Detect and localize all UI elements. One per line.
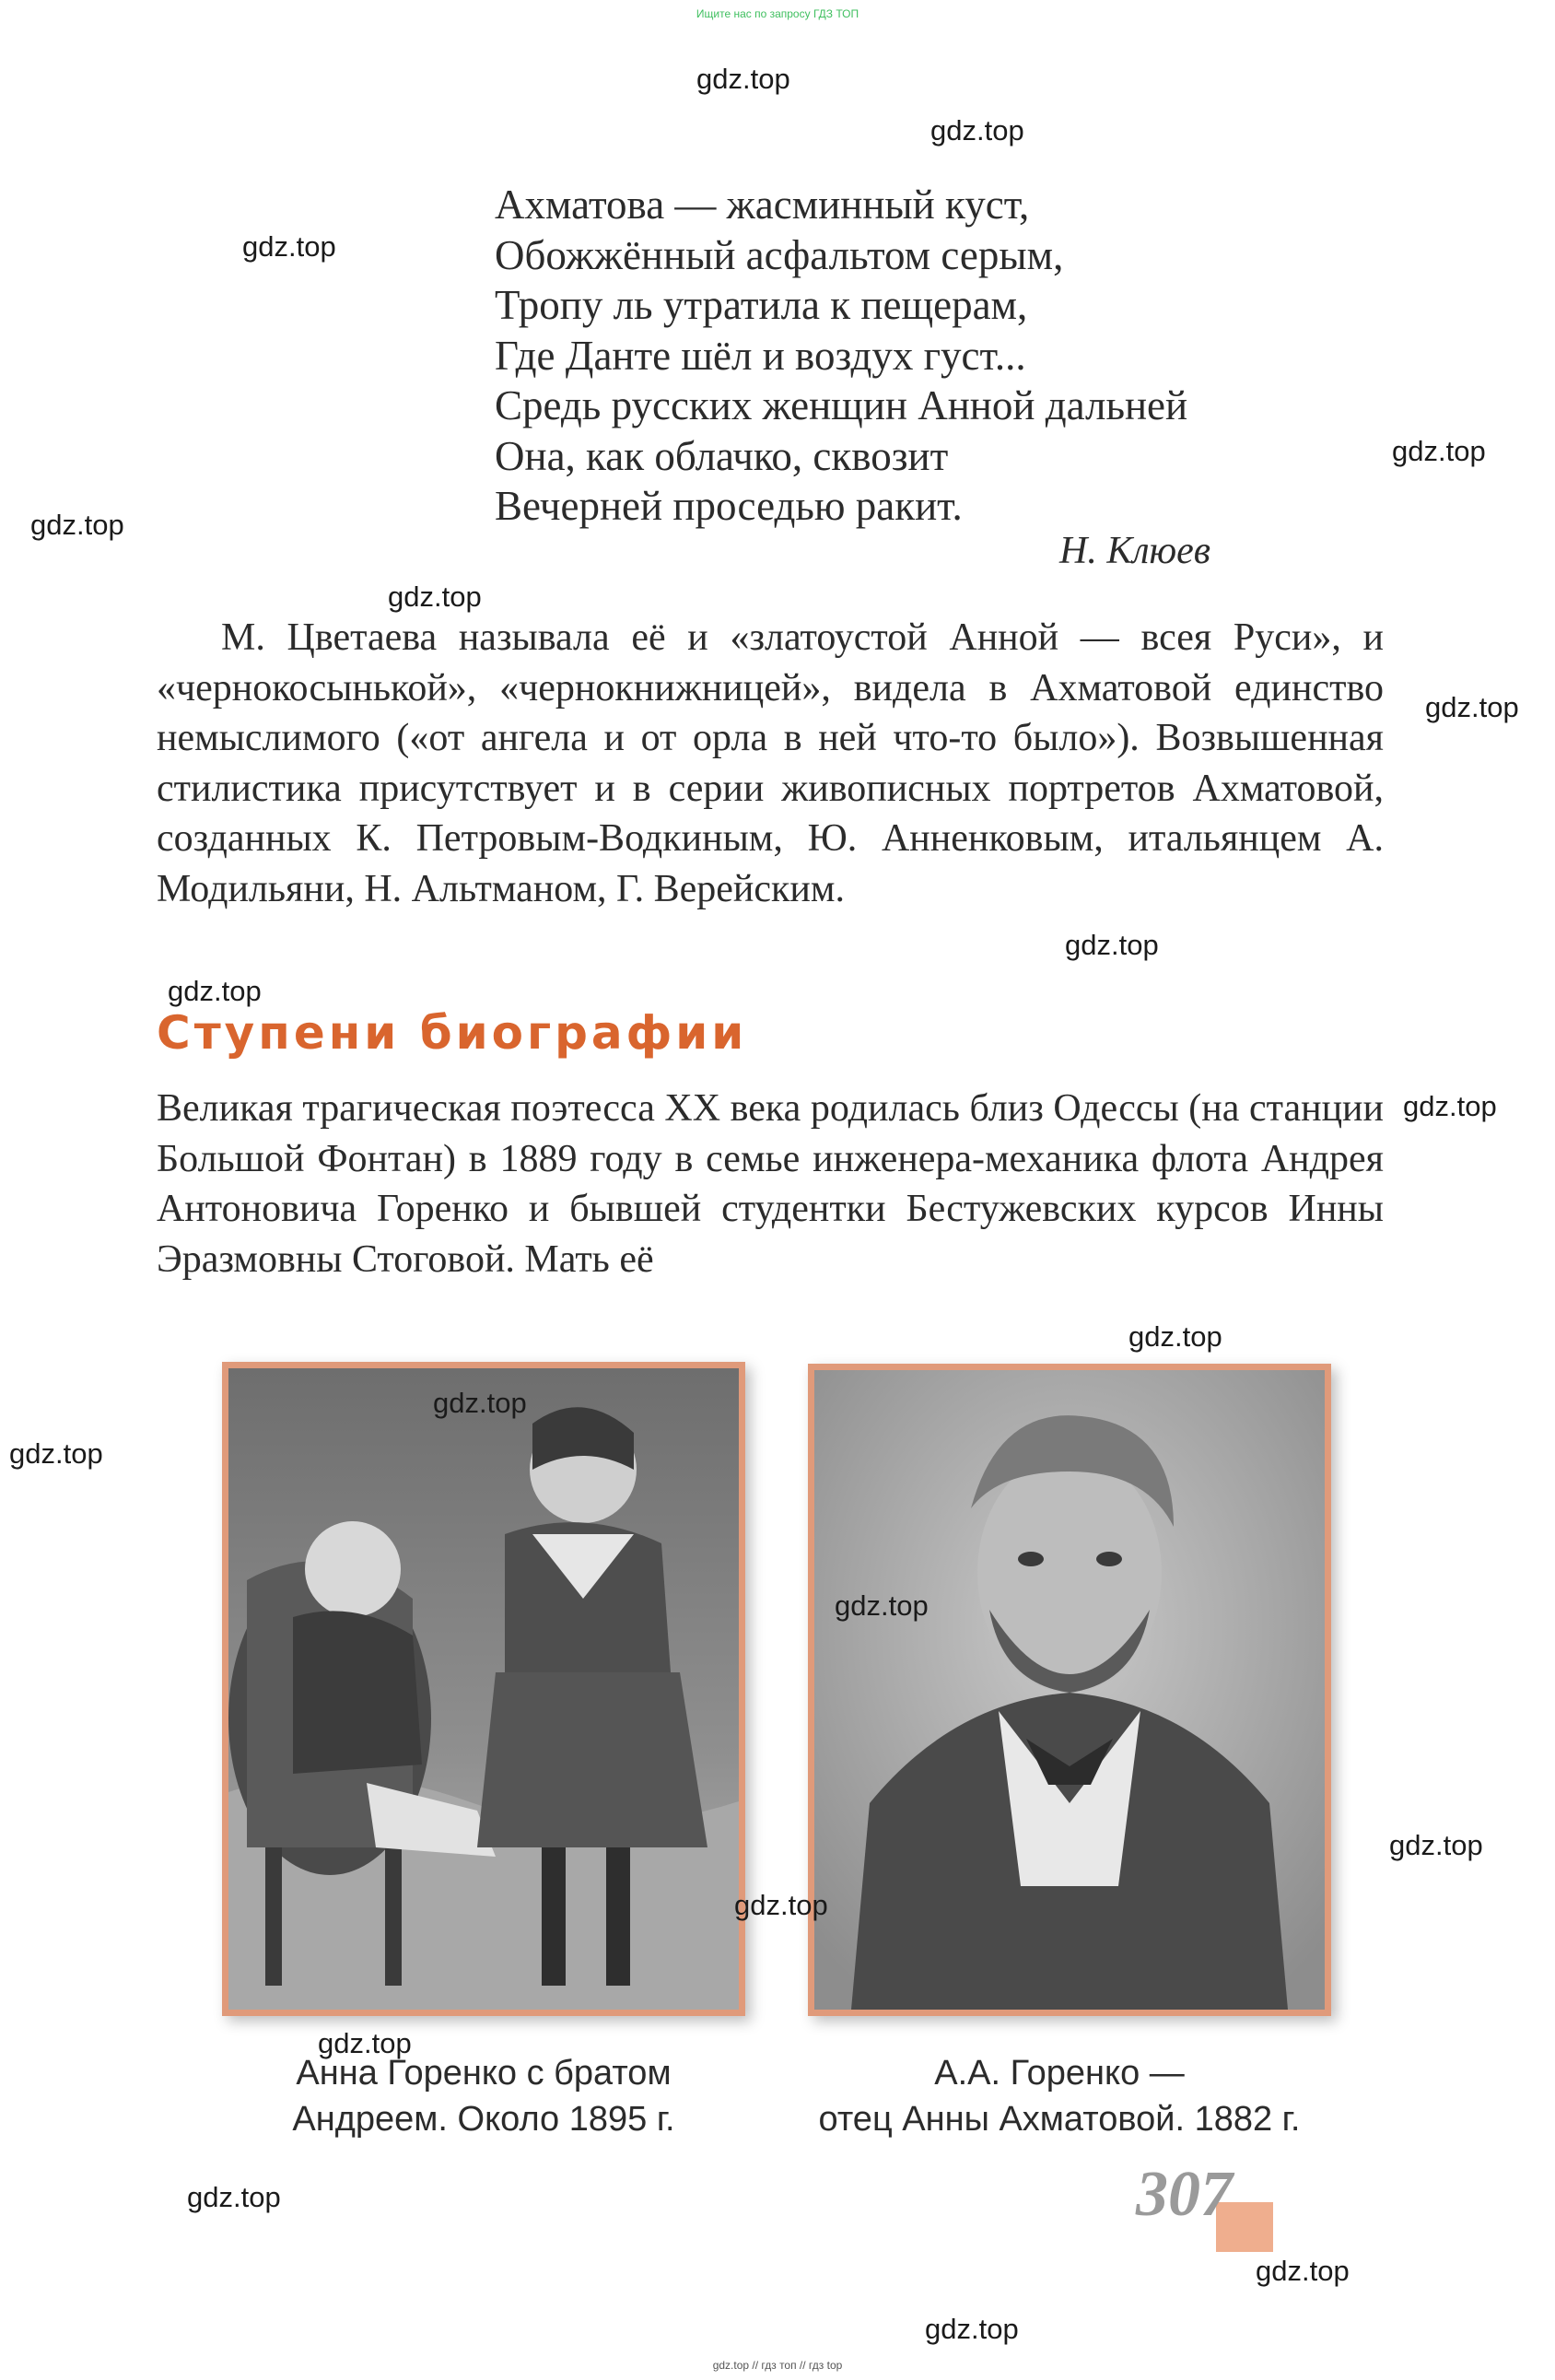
poem-line: Обожжённый асфальтом серым, [495, 231, 1064, 278]
photo-image [814, 1370, 1325, 2010]
poem-line: Она, как облачко, сквозит [495, 432, 949, 479]
photo-image [228, 1368, 739, 2010]
watermark: gdz.top [433, 1387, 527, 1419]
caption-line: отец Анны Ахматовой. 1882 г. [818, 2100, 1301, 2139]
body-paragraph: Великая трагическая поэтесса XX века родилась близ Одессы (на станции Большой Фонтан) в 1889 году в семье инженера-механика флота Андрея Антоновича Горенко и бывшей студентки Бестужевских курсов Инны Эразмовны Стоговой. Мать её [157, 1087, 1384, 1281]
photo-father-gorenko [808, 1364, 1331, 2016]
watermark: gdz.top [835, 1589, 929, 1622]
watermark: gdz.top [1389, 1829, 1483, 1861]
photo-caption [226, 2050, 742, 2142]
poem [495, 180, 1187, 532]
watermark: gdz.top [1065, 929, 1159, 961]
poem-line: Вечерней проседью ракит. [495, 483, 963, 529]
poem-line: Ахматова — жасминный куст, [495, 182, 1030, 228]
header-note: Ищите нас по запросу ГДЗ ТОП [696, 7, 859, 20]
watermark: gdz.top [9, 1437, 103, 1470]
poem-line: Средь русских женщин Анной дальней [495, 382, 1188, 428]
section-heading: Ступени биографии [157, 1006, 748, 1060]
watermark: gdz.top [1256, 2255, 1350, 2287]
poem-line: Тропу ль утратила к пещерам, [495, 282, 1028, 328]
watermark: gdz.top [930, 114, 1024, 147]
caption-line: Анна Горенко с братом [296, 2054, 672, 2093]
watermark: gdz.top [30, 509, 124, 541]
photo-anna-and-brother [222, 1362, 745, 2016]
body-paragraph: М. Цветаева называла её и «златоустой Анной — всея Руси», и «чернокосынькой», «чернокнижницей», видела в Ахматовой единство немыслимого («от ангела и от орла в ней что-то было»). Возвышенная стилистика присутствует и в серии живописных портретов Ахматовой, созданных К. Петровым-Водкиным, Ю. Анненковым, итальянцем А. Модильяни, Н. Альтманом, Г. Верейским. [157, 616, 1384, 910]
photo-caption [783, 2050, 1336, 2142]
watermark: gdz.top [318, 2027, 412, 2059]
watermark: gdz.top [925, 2313, 1019, 2345]
watermark: gdz.top [1403, 1090, 1497, 1122]
watermark: gdz.top [696, 63, 790, 95]
footer-note: gdz.top // гдз топ // гдз top [712, 2359, 843, 2372]
watermark: gdz.top [1392, 435, 1486, 467]
poem-line: Где Данте шёл и воздух густ... [495, 332, 1026, 379]
watermark: gdz.top [734, 1889, 828, 1921]
poem-author: Н. Клюев [1059, 530, 1211, 572]
watermark: gdz.top [187, 2181, 281, 2213]
watermark: gdz.top [1425, 691, 1519, 723]
watermark: gdz.top [168, 975, 262, 1007]
caption-line: Андреем. Около 1895 г. [292, 2100, 675, 2139]
watermark: gdz.top [1128, 1320, 1222, 1353]
watermark: gdz.top [388, 580, 482, 613]
watermark: gdz.top [242, 230, 336, 263]
page-number: 307 [1136, 2159, 1233, 2230]
caption-line: А.А. Горенко — [934, 2054, 1185, 2093]
